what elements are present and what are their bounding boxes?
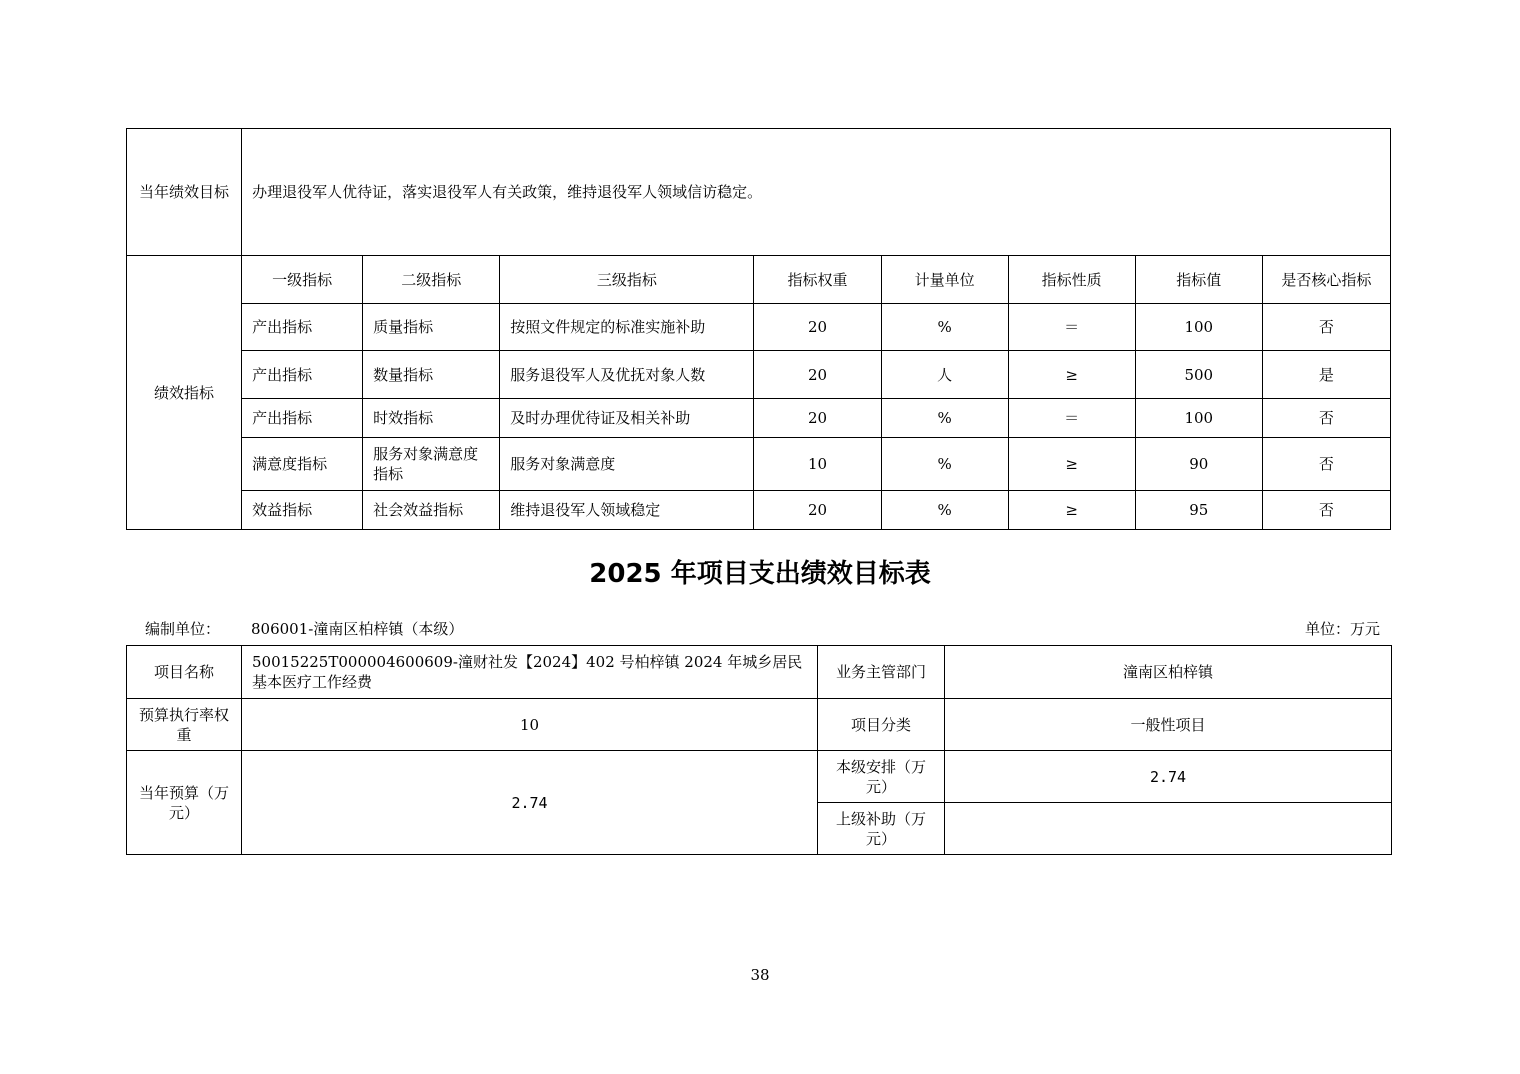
level2-cell: 社会效益指标 bbox=[363, 491, 500, 530]
weight-cell: 10 bbox=[754, 438, 881, 491]
level2-cell: 服务对象满意度指标 bbox=[363, 438, 500, 491]
goal-label: 当年绩效目标 bbox=[127, 129, 242, 256]
header-cell: 三级指标 bbox=[500, 256, 754, 304]
project-info-table bbox=[126, 645, 1392, 855]
level3-cell: 服务对象满意度 bbox=[500, 438, 754, 491]
level1-cell: 产出指标 bbox=[242, 399, 363, 438]
weight-cell: 20 bbox=[754, 351, 881, 399]
dept-label: 业务主管部门 bbox=[818, 646, 945, 699]
core-cell: 否 bbox=[1262, 491, 1390, 530]
level3-cell: 维持退役军人领域稳定 bbox=[500, 491, 754, 530]
nature-cell: ≥ bbox=[1008, 491, 1135, 530]
category-value: 一般性项目 bbox=[945, 699, 1392, 751]
level2-cell: 时效指标 bbox=[363, 399, 500, 438]
table-row bbox=[127, 438, 1391, 491]
unit-cell: % bbox=[881, 491, 1008, 530]
unit-cell: % bbox=[881, 438, 1008, 491]
project-name-label: 项目名称 bbox=[127, 646, 242, 699]
weight-cell: 20 bbox=[754, 491, 881, 530]
value-cell: 500 bbox=[1135, 351, 1262, 399]
org-value: 806001-潼南区柏梓镇（本级） bbox=[251, 620, 464, 638]
table-row bbox=[127, 399, 1391, 438]
level3-cell: 及时办理优待证及相关补助 bbox=[500, 399, 754, 438]
core-cell: 否 bbox=[1262, 304, 1390, 351]
level1-cell: 产出指标 bbox=[242, 304, 363, 351]
core-cell: 否 bbox=[1262, 438, 1390, 491]
org-line bbox=[145, 618, 463, 639]
local-value: 2.74 bbox=[945, 751, 1392, 803]
category-label: 项目分类 bbox=[818, 699, 945, 751]
weight-cell: 20 bbox=[754, 399, 881, 438]
header-cell: 指标性质 bbox=[1008, 256, 1135, 304]
level2-cell: 质量指标 bbox=[363, 304, 500, 351]
upper-value bbox=[945, 803, 1392, 855]
goal-text: 办理退役军人优待证，落实退役军人有关政策，维持退役军人领域信访稳定。 bbox=[242, 129, 1391, 256]
header-cell: 指标权重 bbox=[754, 256, 881, 304]
level3-cell: 服务退役军人及优抚对象人数 bbox=[500, 351, 754, 399]
core-cell: 是 bbox=[1262, 351, 1390, 399]
exec-weight-label: 预算执行率权重 bbox=[127, 699, 242, 751]
header-cell: 一级指标 bbox=[242, 256, 363, 304]
exec-weight-value: 10 bbox=[242, 699, 818, 751]
unit-text: 单位：万元 bbox=[1304, 620, 1380, 638]
budget-label: 当年预算（万元） bbox=[127, 751, 242, 855]
unit-cell: % bbox=[881, 304, 1008, 351]
level1-cell: 产出指标 bbox=[242, 351, 363, 399]
value-cell: 100 bbox=[1135, 304, 1262, 351]
value-cell: 100 bbox=[1135, 399, 1262, 438]
value-cell: 90 bbox=[1135, 438, 1262, 491]
nature-cell: ＝ bbox=[1008, 399, 1135, 438]
table-row bbox=[127, 304, 1391, 351]
level1-cell: 效益指标 bbox=[242, 491, 363, 530]
level3-cell: 按照文件规定的标准实施补助 bbox=[500, 304, 754, 351]
level1-cell: 满意度指标 bbox=[242, 438, 363, 491]
org-label: 编制单位： bbox=[145, 620, 221, 638]
unit-cell: 人 bbox=[881, 351, 1008, 399]
unit-cell: % bbox=[881, 399, 1008, 438]
performance-indicator-table bbox=[126, 128, 1391, 530]
header-cell: 是否核心指标 bbox=[1262, 256, 1390, 304]
core-cell: 否 bbox=[1262, 399, 1390, 438]
page-number: 38 bbox=[750, 966, 770, 984]
nature-cell: ≥ bbox=[1008, 351, 1135, 399]
local-label: 本级安排（万元） bbox=[818, 751, 945, 803]
weight-cell: 20 bbox=[754, 304, 881, 351]
section-title: 2025 年项目支出绩效目标表 bbox=[589, 559, 931, 589]
nature-cell: ≥ bbox=[1008, 438, 1135, 491]
header-cell: 计量单位 bbox=[881, 256, 1008, 304]
level2-cell: 数量指标 bbox=[363, 351, 500, 399]
dept-value: 潼南区柏梓镇 bbox=[945, 646, 1392, 699]
budget-value: 2.74 bbox=[242, 751, 818, 855]
header-cell: 指标值 bbox=[1135, 256, 1262, 304]
indicators-label: 绩效指标 bbox=[127, 256, 242, 530]
upper-label: 上级补助（万元） bbox=[818, 803, 945, 855]
table-row bbox=[127, 351, 1391, 399]
nature-cell: ＝ bbox=[1008, 304, 1135, 351]
header-cell: 二级指标 bbox=[363, 256, 500, 304]
table-row bbox=[127, 491, 1391, 530]
project-name-value: 50015225T000004600609-潼财社发【2024】402 号柏梓镇 2024 年城乡居民基本医疗工作经费 bbox=[242, 646, 818, 699]
value-cell: 95 bbox=[1135, 491, 1262, 530]
